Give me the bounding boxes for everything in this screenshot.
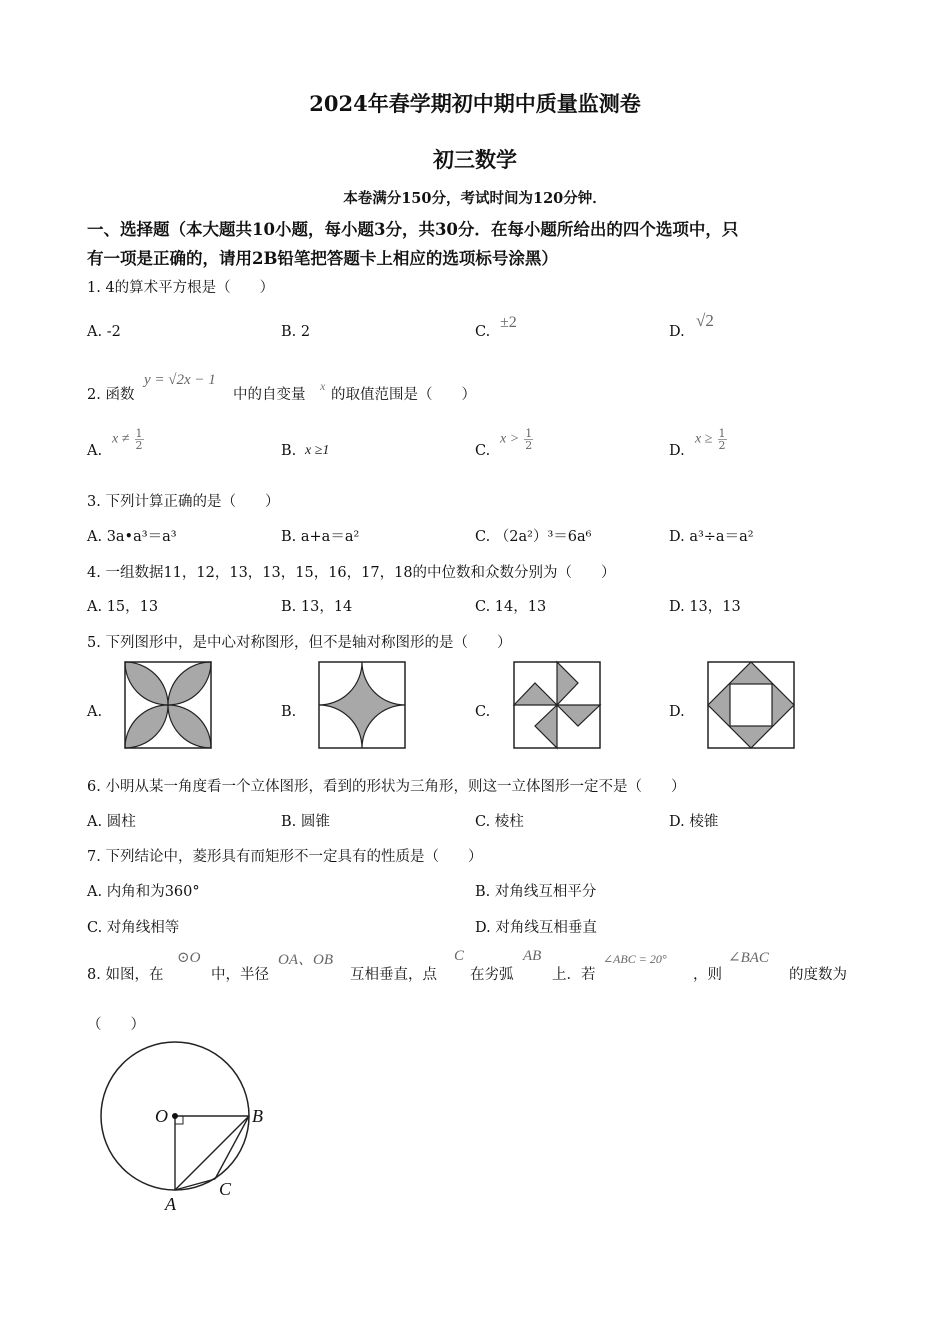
q8-blank: （ ） [87,1017,145,1033]
q2-mid: 中的自变量 [233,387,306,403]
q6-option-d: D. 棱锥 [669,814,719,830]
q2-a-expr: x ≠ [112,431,130,447]
q8-part5: 上．若 [552,967,596,983]
q2-num: 2. 函数 [87,387,135,403]
q7-option-a: A. 内角和为360° [87,884,200,900]
q5-option-c-label: C. [475,704,491,720]
q8-part7: 的度数为 [789,967,847,983]
q8-part3: 互相垂直，点 [350,967,437,983]
q2-option-a-label: A. [87,443,103,459]
q8-radii: OA、OB [278,952,333,968]
q8-center-dot [172,1113,178,1119]
q4-option-b: B. 13，14 [281,599,353,615]
q2-c-expr: x > [500,431,520,447]
q2-d-expr: x ≥ [695,431,713,447]
q1-option-b: B. 2 [281,324,311,340]
q2-option-b-math: x ≥1 [305,443,330,458]
q6-option-a: A. 圆柱 [87,814,136,830]
q8-part6: ，则 [693,967,722,983]
q5-figure-d [708,662,794,748]
q8-part2: 中，半径 [211,967,269,983]
q6-option-c: C. 棱柱 [475,814,524,830]
q2-d-frac: $\frac{1}{2}$ [718,427,726,452]
q5-stem: 5. 下列图形中，是中心对称图形，但不是轴对称图形的是（ ） [87,635,512,651]
q3-option-d: D. a³÷a＝a² [669,529,754,545]
section-heading-line2: 有一项是正确的，请用2B铅笔把答题卡上相应的选项标号涂黑） [87,249,558,268]
q2-option-b-label: B. [281,443,297,459]
q2-option-c-math [500,428,533,451]
q3-option-b: B. a+a＝a² [281,529,360,545]
q8-label-a: A [165,1194,176,1214]
q8-circle-figure [95,1038,295,1213]
q2-option-c-label: C. [475,443,491,459]
q8-part1: 8. 如图，在 [87,967,164,983]
q4-stem: 4. 一组数据11，12，13，13，15，16，17，18的中位数和众数分别为（ ） [87,565,616,581]
q8-arc: AB [523,948,542,964]
q2-var: x [320,379,326,393]
q8-label-o: O [155,1106,168,1126]
q1-option-c-label: C. [475,324,491,340]
q3-option-c: C. （2a²）³＝6a⁶ [475,529,592,545]
q5-option-a-label: A. [87,704,103,720]
q8-label-c: C [219,1179,232,1199]
q7-option-c: C. 对角线相等 [87,920,180,936]
q1-option-d-math: √2 [696,311,714,330]
q8-target: ∠BAC [728,950,769,966]
q1-stem: 1. 4的算术平方根是（ ） [87,280,275,296]
q4-option-a: A. 15，13 [87,599,159,615]
q8-point-c: C [454,948,465,964]
q1-option-c-math: ±2 [500,314,517,331]
q1-option-a: A. -2 [87,324,121,340]
q3-stem: 3. 下列计算正确的是（ ） [87,494,280,510]
q7-option-d: D. 对角线互相垂直 [475,920,597,936]
q5-figure-a [125,662,211,748]
q2-a-frac: $\frac{1}{2}$ [135,427,143,452]
exam-note: 本卷满分150分，考试时间为120分钟． [343,190,607,207]
q4-option-d: D. 13，13 [669,599,741,615]
section-heading-line1: 一、选择题（本大题共10小题，每小题3分，共30分．在每小题所给出的四个选项中，只 [87,220,739,239]
q2-c-frac: $\frac{1}{2}$ [525,427,533,452]
q6-option-b: B. 圆锥 [281,814,330,830]
q2-option-d-label: D. [669,443,685,459]
q5-option-b-label: B. [281,704,297,720]
q8-angle: ∠ABC = 20° [603,952,667,966]
q8-chord-ab [175,1116,249,1190]
subject-title: 初三数学 [433,147,517,172]
q8-part4: 在劣弧 [470,967,514,983]
q7-option-b: B. 对角线互相平分 [475,884,597,900]
q1-option-d-label: D. [669,324,685,340]
q2-option-a-math [112,428,144,451]
q8-segment-bc [215,1116,249,1179]
q8-circle: ⊙O [177,950,201,966]
q2-option-d-math [695,428,727,451]
q8-label-b: B [252,1106,263,1126]
q5-figure-b [319,662,405,748]
q5-option-d-label: D. [669,704,685,720]
q2-tail: 的取值范围是（ ） [331,387,476,403]
exam-title: 2024年春学期初中期中质量监测卷 [309,91,641,116]
q5-figure-c [514,662,600,748]
q4-option-c: C. 14，13 [475,599,547,615]
q2-formula: y = √2x − 1 [144,372,216,388]
q7-stem: 7. 下列结论中，菱形具有而矩形不一定具有的性质是（ ） [87,849,483,865]
q6-stem: 6. 小明从某一角度看一个立体图形，看到的形状为三角形，则这一立体图形一定不是（ ） [87,779,686,795]
q3-option-a: A. 3a•a³＝a³ [87,529,177,545]
